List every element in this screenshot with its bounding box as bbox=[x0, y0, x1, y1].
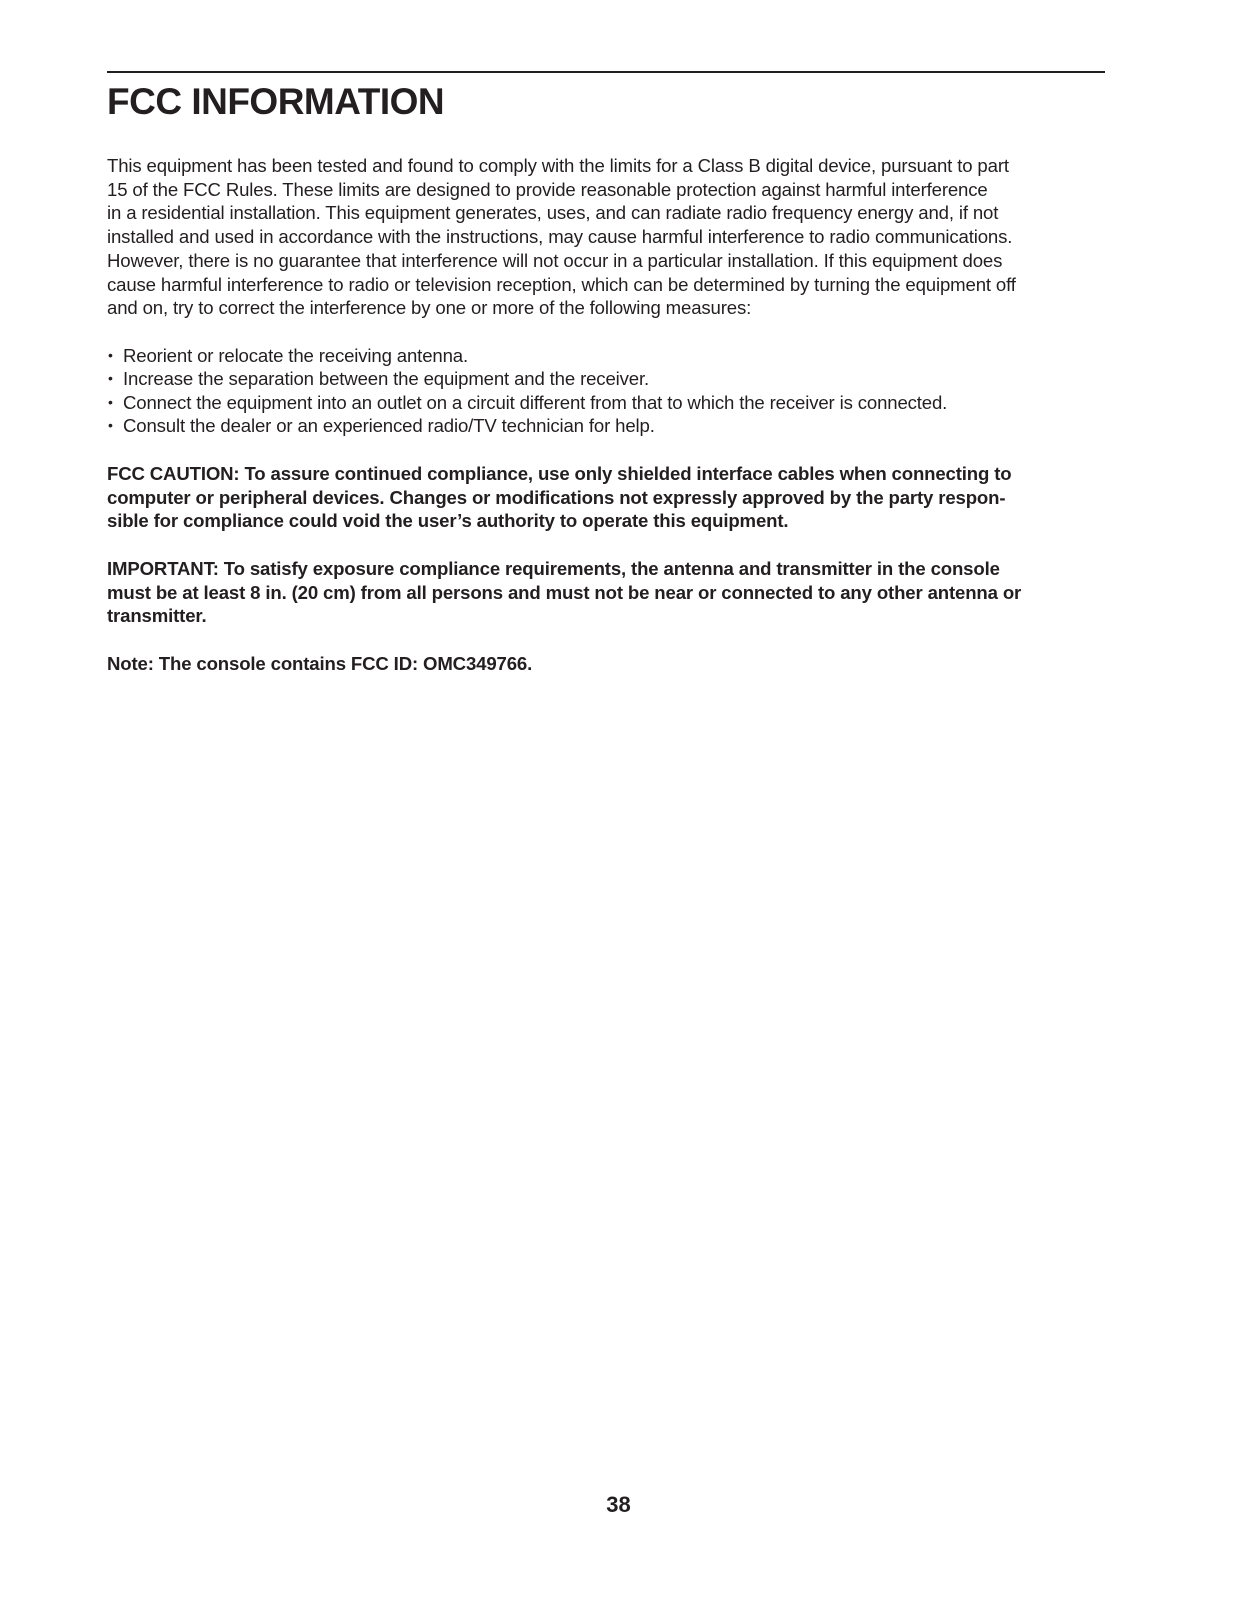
caution-line: sible for compliance could void the user’s authority to operate this equipment. bbox=[107, 510, 789, 532]
bullet-icon: • bbox=[108, 370, 113, 387]
measures-list bbox=[107, 344, 1105, 438]
bullet-icon: • bbox=[108, 346, 113, 363]
fcc-caution-paragraph bbox=[107, 462, 1105, 533]
measure-text: Reorient or relocate the receiving antenna. bbox=[123, 344, 468, 366]
list-item bbox=[107, 391, 1105, 415]
fcc-id-note bbox=[107, 652, 1105, 676]
document-page bbox=[107, 71, 1105, 676]
caution-line: FCC CAUTION: To assure continued compliance, use only shielded interface cables when connecting to bbox=[107, 462, 1012, 484]
bullet-icon: • bbox=[108, 417, 113, 434]
intro-paragraph bbox=[107, 154, 1105, 320]
page-number: 38 bbox=[606, 1492, 631, 1517]
page-title: FCC INFORMATION bbox=[107, 81, 445, 122]
important-line: transmitter. bbox=[107, 605, 207, 627]
caution-line: computer or peripheral devices. Changes or modifications not expressly approved by the party respon- bbox=[107, 486, 1006, 508]
measure-text: Increase the separation between the equipment and the receiver. bbox=[123, 368, 649, 390]
measure-text: Connect the equipment into an outlet on a circuit different from that to which the receiver is connected. bbox=[123, 391, 948, 413]
list-item bbox=[107, 344, 1105, 368]
intro-line: installed and used in accordance with the instructions, may cause harmful interference to radio communications. bbox=[107, 226, 1013, 248]
intro-line: 15 of the FCC Rules. These limits are designed to provide reasonable protection against harmful interference bbox=[107, 178, 988, 200]
important-line: must be at least 8 in. (20 cm) from all persons and must not be near or connected to any other antenna or bbox=[107, 581, 1022, 603]
important-line: IMPORTANT: To satisfy exposure compliance requirements, the antenna and transmitter in the console bbox=[107, 558, 1000, 580]
top-rule-divider bbox=[107, 71, 1105, 73]
intro-line: This equipment has been tested and found to comply with the limits for a Class B digital device, pursuant to part bbox=[107, 155, 1009, 176]
list-item bbox=[107, 414, 1105, 438]
measure-text: Consult the dealer or an experienced radio/TV technician for help. bbox=[123, 415, 655, 437]
note-line: Note: The console contains FCC ID: OMC349766. bbox=[107, 653, 533, 675]
list-item bbox=[107, 367, 1105, 391]
bullet-icon: • bbox=[108, 393, 113, 410]
important-paragraph bbox=[107, 557, 1105, 628]
intro-line: cause harmful interference to radio or television reception, which can be determined by turning the equipment off bbox=[107, 273, 1016, 295]
intro-line: However, there is no guarantee that interference will not occur in a particular installation. If this equipment does bbox=[107, 249, 1003, 271]
intro-line: in a residential installation. This equipment generates, uses, and can radiate radio frequency energy and, if not bbox=[107, 202, 999, 224]
intro-line: and on, try to correct the interference by one or more of the following measures: bbox=[107, 297, 752, 319]
